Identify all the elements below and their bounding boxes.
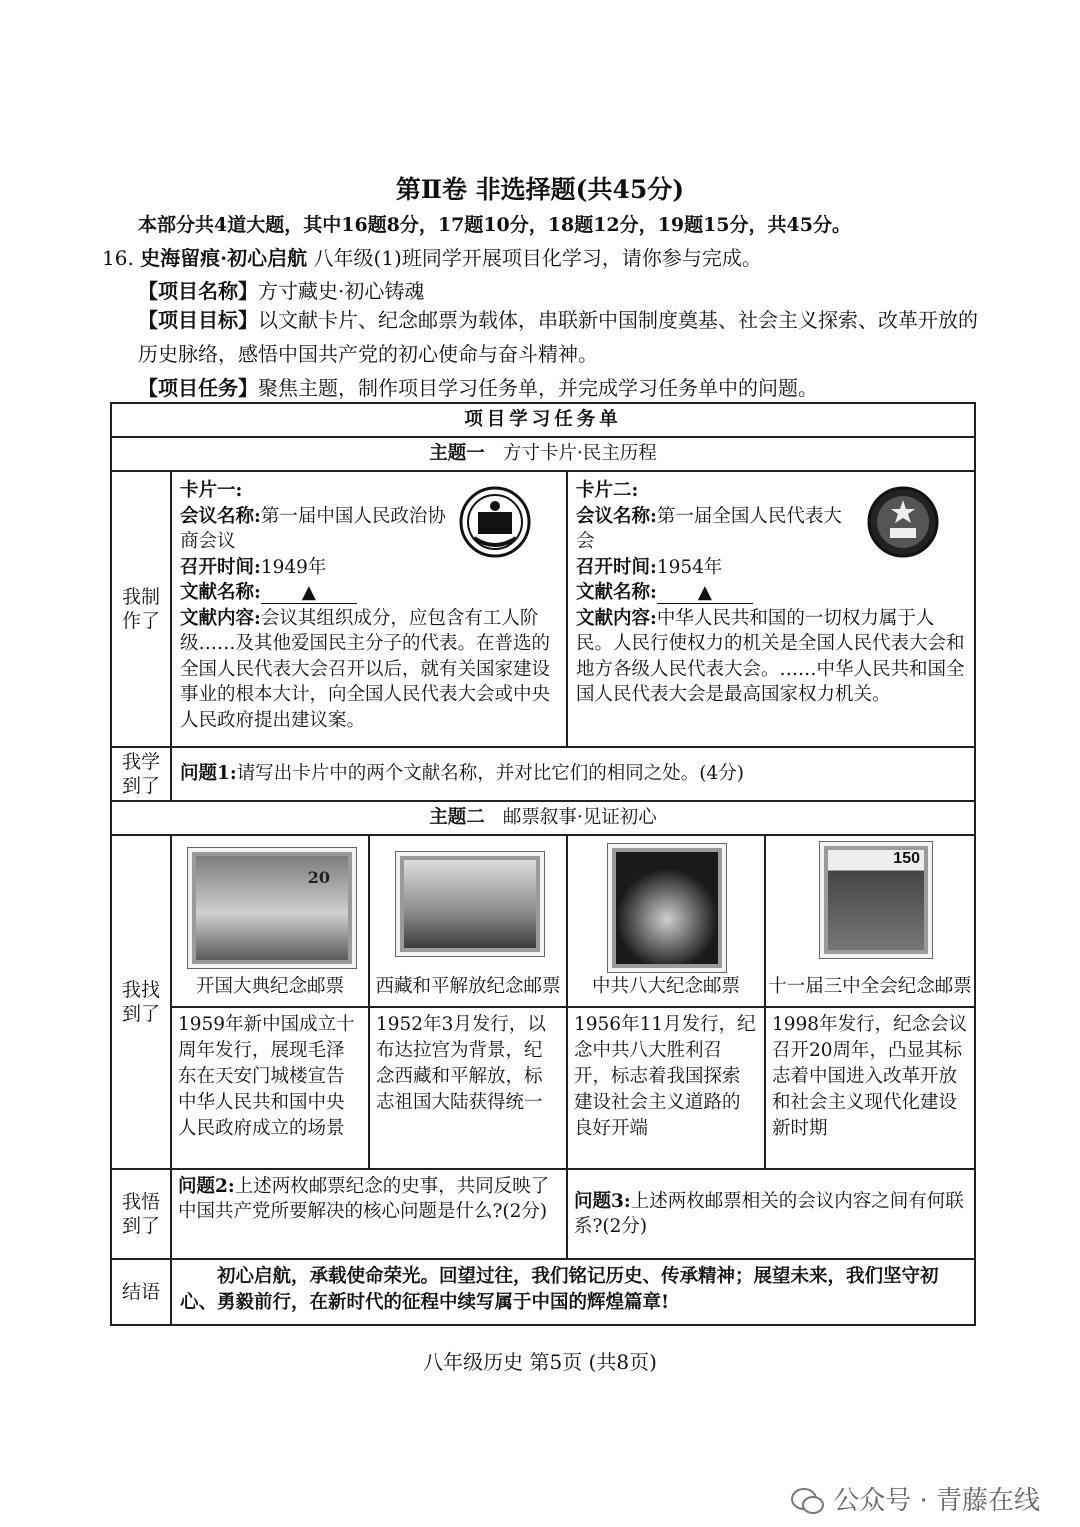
- project-task-value: 聚焦主题，制作项目学习任务单，并完成学习任务单中的问题。: [258, 376, 818, 400]
- theme1-heading: [111, 437, 975, 471]
- project-name-label: 【项目名称】: [138, 279, 258, 303]
- project-goal-label: 【项目目标】: [138, 308, 258, 332]
- stamp-tibet: [396, 852, 544, 956]
- stamp-caption-2: 西藏和平解放纪念邮票: [375, 976, 561, 997]
- watermark: [791, 1480, 1040, 1517]
- row-label-learned: 我学到了: [111, 747, 171, 801]
- stamp-third-plenum: 150: [820, 842, 932, 958]
- theme2-heading: [111, 801, 975, 835]
- section-title: 第Ⅱ卷 非选择题(共45分): [395, 175, 685, 204]
- card-one-content: 文献内容:会议其组织成分，应包含有工人阶级……及其他爱国民主分子的代表。在普选的全国人民代表大会召开以后，就有关国家建设事业的根本大计，向全国人民代表大会或中央人民政府提出建议案。: [180, 607, 551, 731]
- theme1-label: 主题一: [429, 443, 485, 464]
- project-goal-value: 以文献卡片、纪念邮票为载体，串联新中国制度奠基、社会主义探索、改革开放的历史脉络，感悟中国共产党的初心使命与奋斗精神。: [138, 308, 978, 366]
- card-one-doc-blank: ▲: [261, 583, 357, 604]
- project-task: [138, 372, 818, 401]
- stamp-cell-2: [369, 835, 567, 1007]
- national-emblem-icon: [860, 482, 946, 562]
- row-label-realized: 我悟到了: [111, 1169, 171, 1259]
- project-name: [138, 275, 424, 304]
- stamp-eighth-congress: [608, 844, 726, 972]
- question-title: 史海留痕·初心启航: [140, 246, 308, 270]
- card-two-doc-blank: ▲: [657, 583, 753, 604]
- card-one-doc: 文献名称: ▲: [180, 580, 558, 606]
- task-sheet-table: [110, 402, 976, 1326]
- cppcc-emblem-icon: [452, 482, 538, 562]
- wechat-icon: [791, 1487, 825, 1517]
- project-name-value: 方寸藏史·初心铸魂: [258, 279, 425, 303]
- project-goal: [138, 303, 978, 371]
- question-16-line: [102, 242, 762, 271]
- card-two: [567, 471, 975, 747]
- stamp-caption-4: 十一届三中全会纪念邮票: [768, 976, 972, 997]
- card-two-head: 卡片二:: [576, 480, 639, 501]
- stamp-desc-3: 1956年11月发行，纪念中共八大胜利召开，标志着我国探索建设社会主义道路的良好开端: [567, 1007, 765, 1169]
- stamp-desc-2: 1952年3月发行，以布达拉宫为背景，纪念西藏和平解放，标志祖国大陆获得统一: [369, 1007, 567, 1169]
- conclusion-text: 初心启航，承载使命荣光。回望过往，我们铭记历史、传承精神；展望未来，我们坚守初心、勇毅前行，在新时代的征程中续写属于中国的辉煌篇章!: [171, 1259, 975, 1325]
- question-number: 16.: [102, 246, 134, 270]
- section-intro: 本部分共4道大题，其中16题8分，17题10分，18题12分，19题15分，共45分。: [138, 214, 851, 236]
- card-one-time: 召开时间:1949年: [180, 556, 327, 578]
- page-footer: 八年级历史 第5页 (共8页): [423, 1350, 657, 1374]
- card-two-doc: 文献名称: ▲: [576, 580, 966, 606]
- card-two-content: 文献内容:中华人民共和国的一切权力属于人民。人民行使权力的机关是全国人民代表大会和地方各级人民代表大会。……中华人民共和国全国人民代表大会是最高国家权力机关。: [576, 607, 965, 705]
- theme2-label: 主题二: [429, 807, 485, 828]
- question-3: 问题3:上述两枚邮票相关的会议内容之间有何联系?(2分): [567, 1169, 975, 1259]
- stamp-cell-1: [171, 835, 369, 1007]
- theme1-title: 方寸卡片·民主历程: [502, 443, 657, 464]
- stamp-cell-3: [567, 835, 765, 1007]
- row-label-conclusion: 结语: [111, 1259, 171, 1325]
- row-label-found: 我找到了: [111, 835, 171, 1169]
- stamp-caption-3: 中共八大纪念邮票: [591, 976, 740, 997]
- card-one-meeting: 会议名称:第一届中国人民政治协商会议: [180, 505, 446, 552]
- stamp-desc-4: 1998年发行，纪念会议召开20周年，凸显其标志着中国进入改革开放和社会主义现代化建设新时期: [765, 1007, 975, 1169]
- question-2: 问题2:上述两枚邮票纪念的史事，共同反映了中国共产党所要解决的核心问题是什么?(2分): [171, 1169, 567, 1259]
- row-label-made: 我制作了: [111, 471, 171, 747]
- card-one: [171, 471, 567, 747]
- stamp-founding-ceremony: 20: [188, 848, 356, 968]
- card-two-time: 召开时间:1954年: [576, 556, 723, 578]
- card-two-meeting: 会议名称:第一届全国人民代表大会: [576, 505, 842, 552]
- project-task-label: 【项目任务】: [138, 376, 258, 400]
- stamp-caption-1: 开国大典纪念邮票: [195, 976, 344, 997]
- question-prompt: 八年级(1)班同学开展项目化学习，请你参与完成。: [313, 246, 762, 270]
- watermark-text: 公众号 · 青藤在线: [833, 1486, 1040, 1516]
- question-1: 问题1:请写出卡片中的两个文献名称，并对比它们的相同之处。(4分): [171, 747, 975, 801]
- theme2-title: 邮票叙事·见证初心: [502, 807, 657, 828]
- card-one-head: 卡片一:: [180, 480, 243, 501]
- stamp-desc-1: 1959年新中国成立十周年发行，展现毛泽东在天安门城楼宣告中华人民共和国中央人民政府成立的场景: [171, 1007, 369, 1169]
- task-sheet-header: 项目学习任务单: [111, 403, 975, 437]
- stamp-cell-4: [765, 835, 975, 1007]
